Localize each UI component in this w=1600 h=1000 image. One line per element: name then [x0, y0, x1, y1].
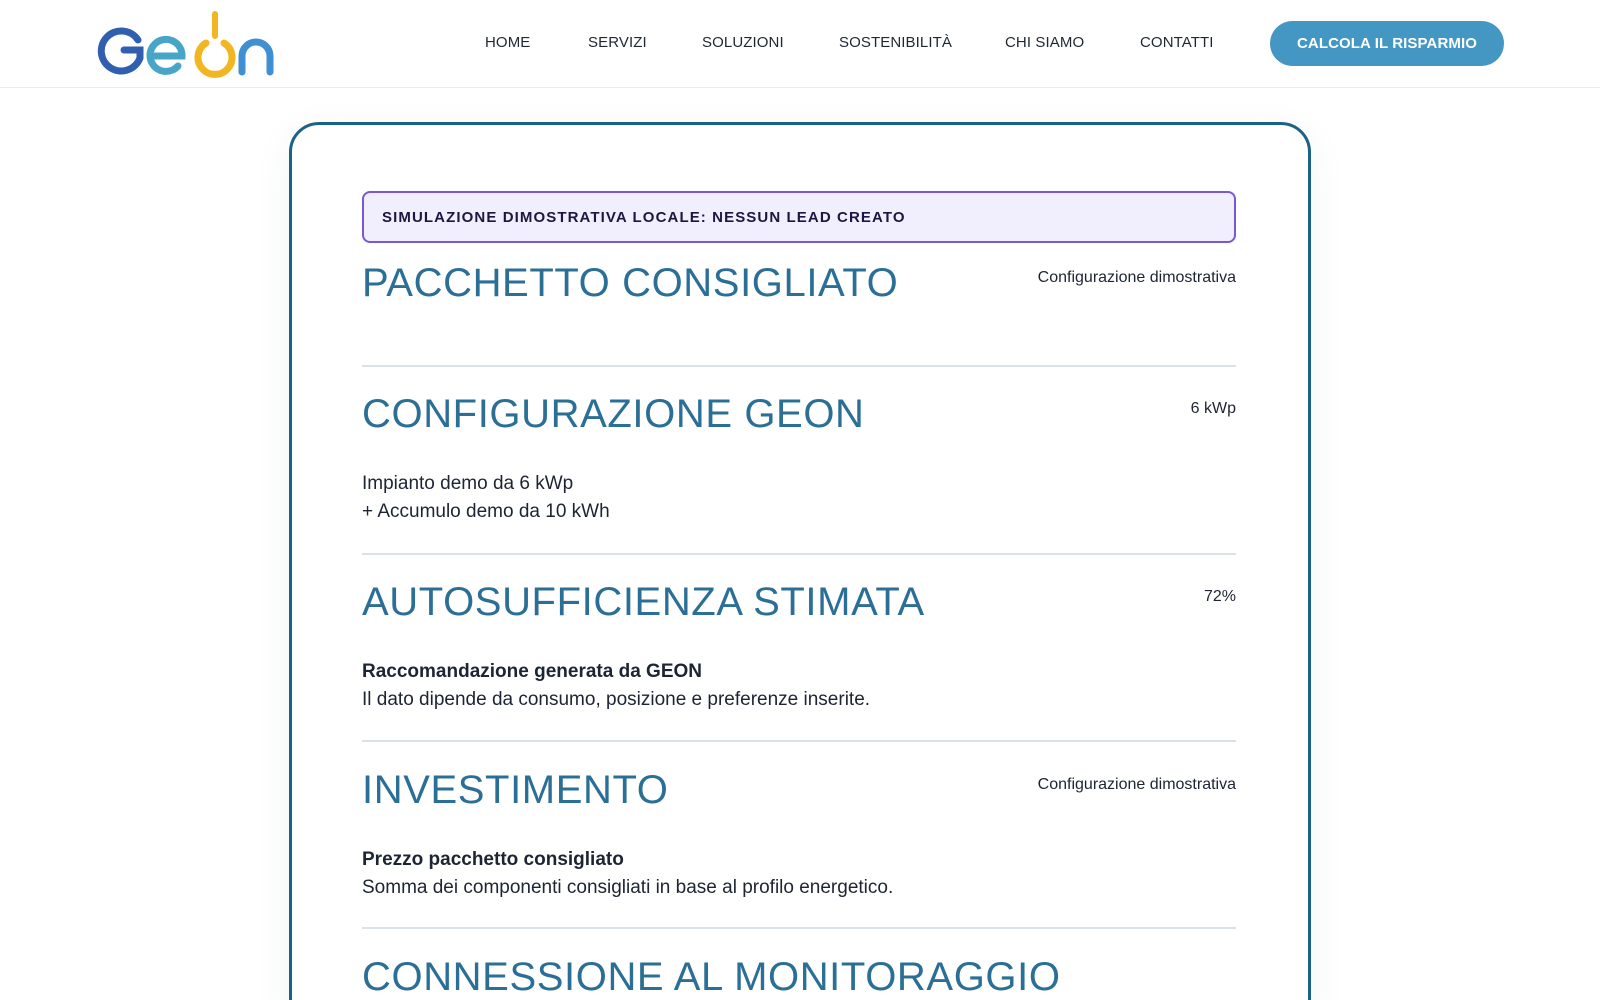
section-line-strong: Prezzo pacchetto consigliato: [362, 849, 624, 870]
section-line: Impianto demo da 6 kWp: [362, 473, 574, 494]
nav-servizi[interactable]: SERVIZI: [588, 34, 647, 51]
section-meta: Configurazione dimostrativa: [1037, 269, 1236, 286]
section-title: CONNESSIONE AL MONITORAGGIO: [362, 955, 1061, 999]
section-title: AUTOSUFFICIENZA STIMATA: [362, 580, 925, 624]
section-autosufficienza-stimata: [362, 580, 1236, 720]
section-line-strong: Raccomandazione generata da GEON: [362, 661, 702, 682]
section-pacchetto-consigliato: [362, 261, 1236, 341]
recommendation-card: [289, 122, 1311, 1000]
nav-home[interactable]: HOME: [485, 34, 531, 51]
section-line: + Accumulo demo da 10 kWh: [362, 501, 610, 522]
section-line: Il dato dipende da consumo, posizione e preferenze inserite.: [362, 689, 871, 710]
section-title: INVESTIMENTO: [362, 768, 669, 812]
section-meta: 72%: [1203, 588, 1236, 605]
section-configurazione-geon: [362, 392, 1236, 532]
section-meta: Configurazione dimostrativa: [1037, 776, 1236, 793]
nav-chi-siamo[interactable]: CHI SIAMO: [1005, 34, 1085, 51]
section-connessione-monitoraggio: [362, 955, 1236, 1000]
section-body: [362, 658, 870, 714]
section-title: PACCHETTO CONSIGLIATO: [362, 261, 899, 305]
nav-soluzioni[interactable]: SOLUZIONI: [702, 34, 784, 51]
site-header: [0, 0, 1600, 88]
section-divider: [362, 927, 1236, 929]
section-body: [362, 846, 893, 902]
section-divider: [362, 740, 1236, 742]
nav-sostenibilita[interactable]: SOSTENIBILITÀ: [839, 34, 952, 51]
calcola-risparmio-button[interactable]: CALCOLA IL RISPARMIO: [1270, 21, 1504, 66]
section-divider: [362, 553, 1236, 555]
section-title: CONFIGURAZIONE GEON: [362, 392, 865, 436]
nav-contatti[interactable]: CONTATTI: [1140, 34, 1214, 51]
section-divider: [362, 365, 1236, 367]
section-meta: 6 kWp: [1190, 400, 1236, 417]
demo-notice-banner: SIMULAZIONE DIMOSTRATIVA LOCALE: NESSUN LEAD CREATO: [362, 191, 1236, 243]
section-body: [362, 470, 610, 526]
section-line: Somma dei componenti consigliati in base al profilo energetico.: [362, 877, 894, 898]
section-investimento: [362, 768, 1236, 908]
